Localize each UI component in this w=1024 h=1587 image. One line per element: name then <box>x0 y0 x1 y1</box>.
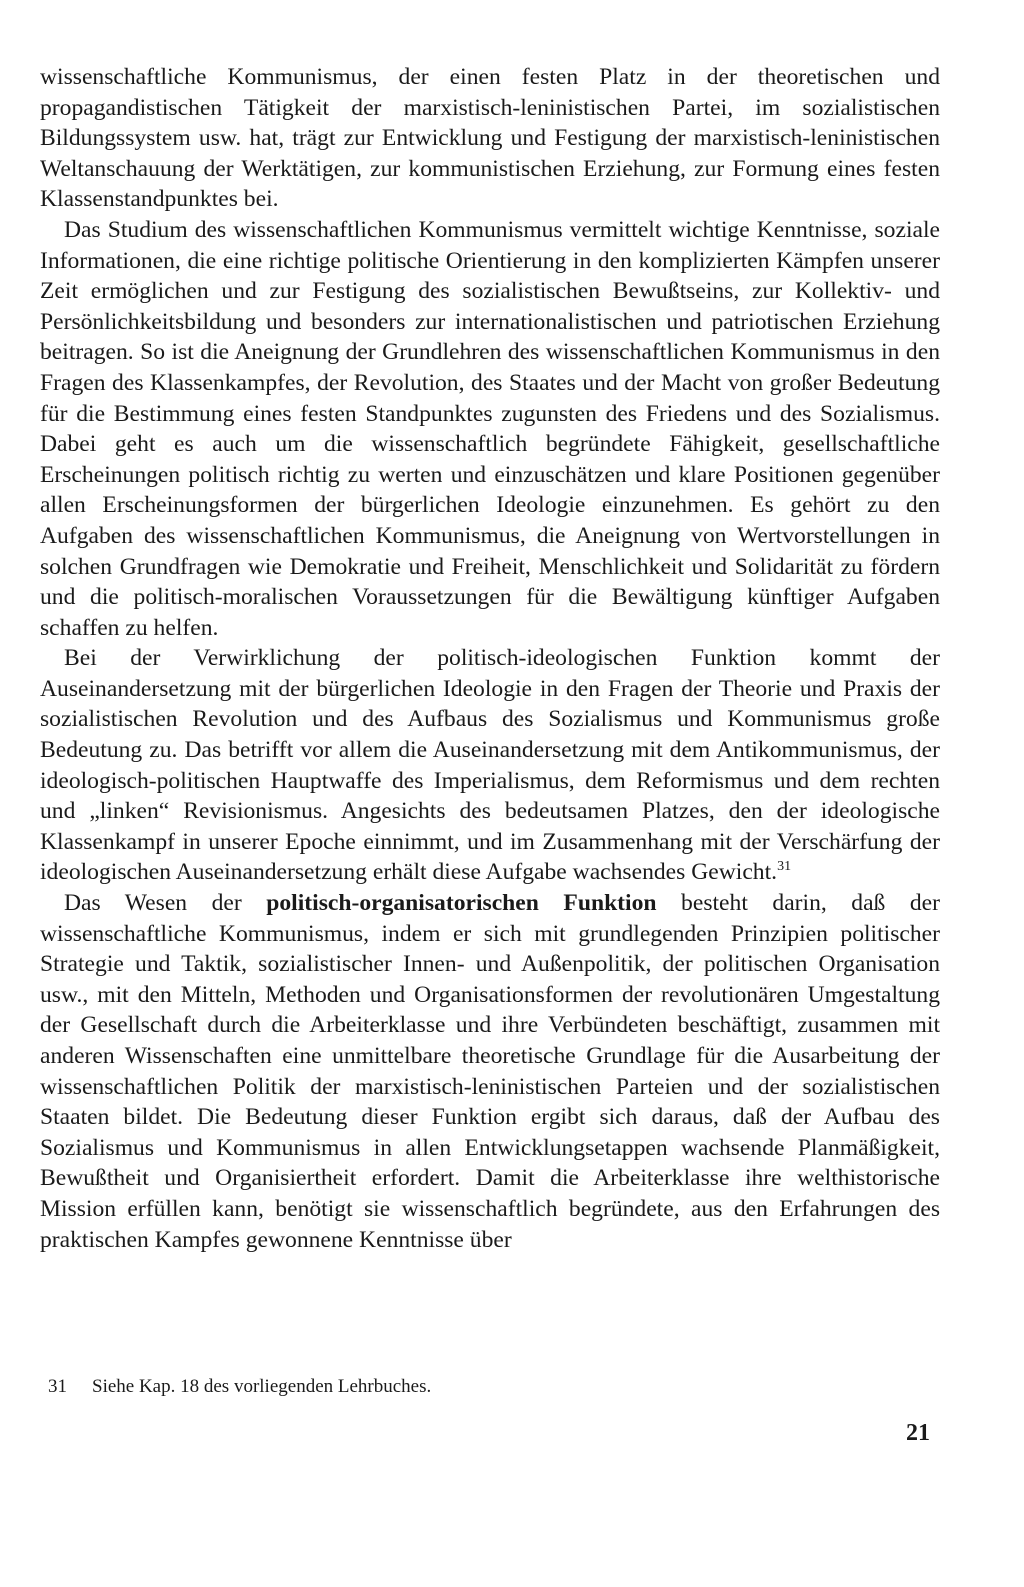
page-number: 21 <box>906 1420 930 1446</box>
paragraph-text: besteht darin, daß der wissenschaftliche Kommunismus, indem er sich mit grundlegenden Prinzipien politischer Strategie und Taktik, sozialistischer Innen- und Außenpolitik, der politischen Organisation usw., mit den Mitteln, Methoden und Organisationsformen der revolutionären Umgestaltung der Gesellschaft durch die Arbeiterklasse und ihre Verbündeten beschäftigt, zusammen mit anderen Wissenschaften eine unmittelbare theoretische Grundlage für die Ausarbeitung der wissenschaftlichen Politik der marxistisch-leninistischen Parteien und der sozialistischen Staaten bildet. Die Bedeutung dieser Funktion ergibt sich daraus, daß der Aufbau des Sozialismus und Kommunismus in allen Entwicklungsetappen wachsende Planmäßigkeit, Bewußtheit und Organisiertheit erfordert. Damit die Arbeiterklasse ihre welthistorische Mission erfüllen kann, benötigt sie wissenschaftlich begründete, aus den Erfahrungen des praktischen Kampfes gewonnene Kenntnisse über <box>40 890 940 1253</box>
footnote <box>48 1375 431 1399</box>
paragraph-text: Das Studium des wissenschaftlichen Kommunismus vermittelt wichtige Kenntnisse, soziale Informationen, die eine richtige politische Orientierung in den komplizierten Kämpfen unserer Zeit ermöglichen und zur Festigung des sozialistischen Bewußtseins, zur Kollektiv- und Persönlichkeitsbildung und besonders zur internationalistischen und patriotischen Erziehung beitragen. So ist die Aneignung der Grundlehren des wissenschaftlichen Kommunismus in den Fragen des Klassenkampfes, der Revolution, des Staates und der Macht von großer Bedeutung für die Bestimmung eines festen Standpunktes zugunsten des Friedens und des Sozialismus. Dabei geht es auch um die wissenschaftlich begründete Fähigkeit, gesellschaftliche Erscheinungen politisch richtig zu werten und einzuschätzen und klare Positionen gegenüber allen Erscheinungsformen der bürgerlichen Ideologie einzunehmen. Es gehört zu den Aufgaben des wissenschaftlichen Kommunismus, die Aneignung von Wertvorstellungen in solchen Grundfragen wie Demokratie und Freiheit, Menschlichkeit und Solidarität zu fördern und die politisch-moralischen Voraussetzungen für die Bewältigung künftiger Aufgaben schaffen zu helfen. <box>40 216 940 641</box>
paragraph-study <box>40 215 940 643</box>
paragraph-text: Bei der Verwirklichung der politisch-ideologischen Funktion kommt der Auseinandersetzung mit der bürgerlichen Ideologie in den Fragen der Theorie und Praxis der sozialistischen Revolution und des Aufbaus des Sozialismus und Kommunismus große Bedeutung zu. Das betrifft vor allem die Auseinandersetzung mit dem Antikommunismus, der ideologisch-politischen Hauptwaffe des Imperialismus, dem Reformismus und dem rechten und „linken“ Revisionismus. Angesichts des bedeutsamen Platzes, den der ideologische Klassenkampf in unserer Epoche einnimmt, und im Zusammenhang mit der Verschärfung der ideologischen Auseinandersetzung erhält diese Aufgabe wachsendes Gewicht. <box>40 645 940 886</box>
paragraph-ideological-function <box>40 643 940 888</box>
paragraph-continuation <box>40 62 940 215</box>
footnote-reference[interactable]: 31 <box>777 859 792 875</box>
footnote-number: 31 <box>48 1376 67 1397</box>
page-body <box>40 62 940 1255</box>
paragraph-organisational-function <box>40 888 940 1255</box>
paragraph-text: Das Wesen der <box>64 890 267 917</box>
paragraph-text: wissenschaftliche Kommunismus, der einen festen Platz in der theoretischen und propagandistischen Tätigkeit der marxistisch-leninistischen Partei, im sozialistischen Bildungssystem usw. hat, trägt zur Entwicklung und Festigung der marxistisch-leninistischen Weltanschauung der Werktätigen, zur kommunistischen Erziehung, zur Formung eines festen Klassenstandpunktes bei. <box>40 64 940 213</box>
bold-term: politisch-organisatorischen Funktion <box>266 890 657 917</box>
footnote-text: Siehe Kap. 18 des vorliegenden Lehrbuches. <box>92 1376 432 1397</box>
